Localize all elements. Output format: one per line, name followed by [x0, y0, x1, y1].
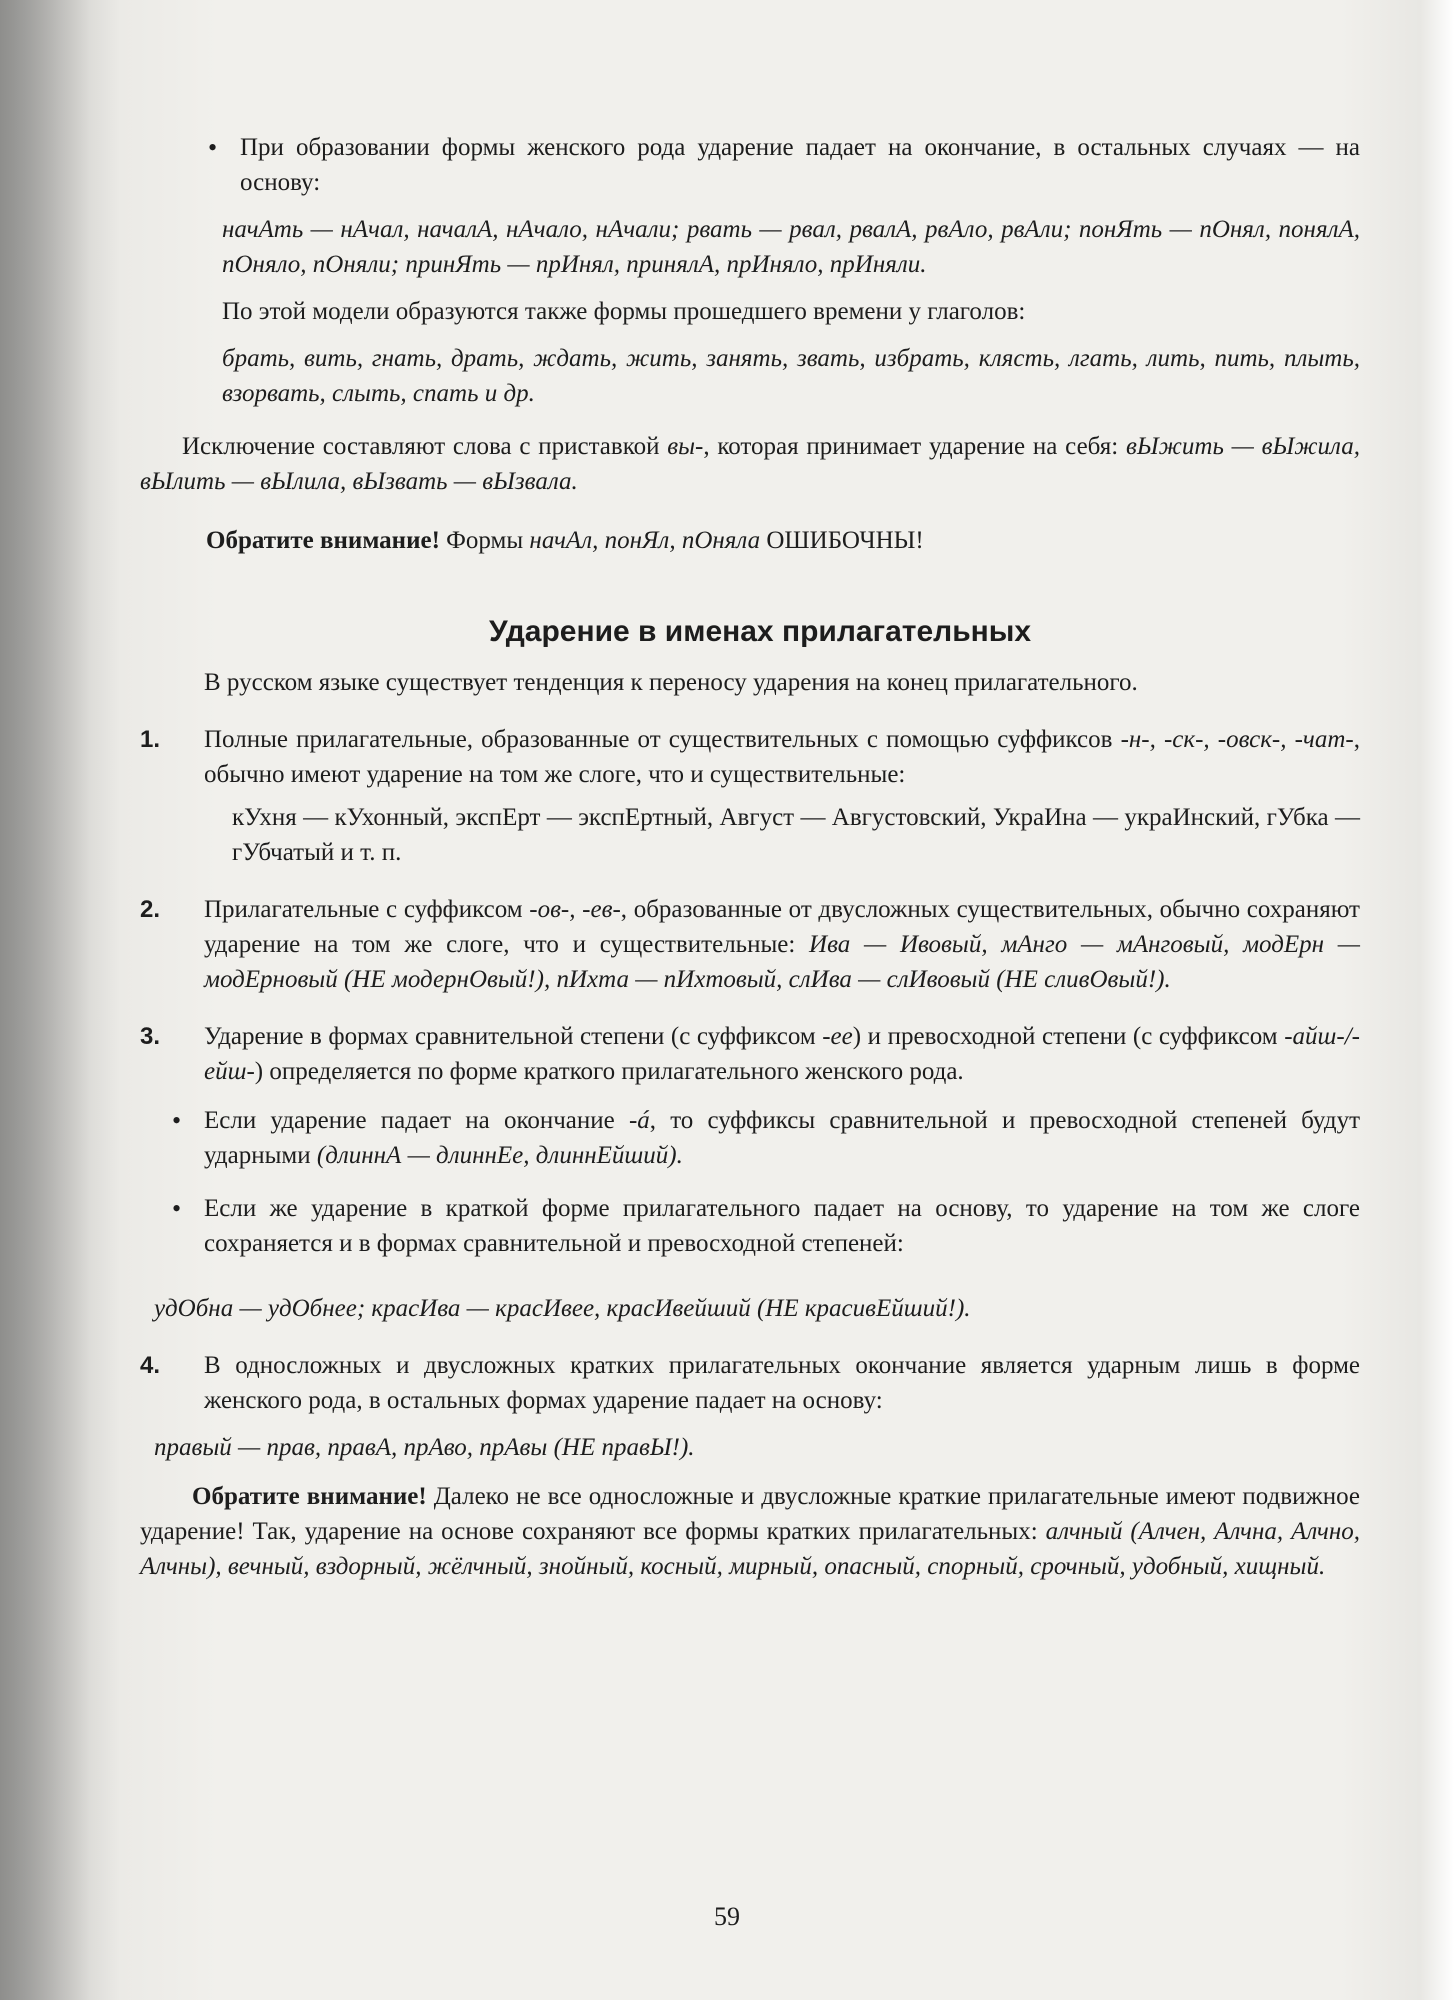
bullet-ending-text-a: Если ударение падает на окончание [204, 1107, 629, 1134]
note-2-examples: алчный (Алчен, Алчна, Алчно, Алчны), вечный, вздорный, жёлчный, знойный, косный, мирный, опасный, спорный, срочный, удобный, хищный. [140, 1518, 1360, 1580]
intro-paragraph [204, 665, 1360, 700]
note-text: Формы [439, 527, 530, 554]
list-number-2: 2. [140, 896, 161, 923]
item-2-examples: Ива — Ивовый, мАнго — мАнговый, модЕрн — модЕрновый (НЕ модернОвый!), пИхта — пИхтовый, слИва — слИвовый (НЕ сливОвый!). [204, 931, 1360, 993]
item-3-suffix-1: -ее [822, 1023, 853, 1050]
section-heading: Ударение в именах прилагательных [488, 615, 1032, 648]
note-end: ОШИБОЧНЫ! [760, 527, 924, 554]
exception-examples: вЫжить — вЫжила, вЫлить — вЫлила, вЫзвать — вЫзвала. [140, 433, 1360, 495]
bullet-ending-stress [158, 1103, 1360, 1173]
note-errors [206, 523, 1360, 558]
exception-prefix: вы- [667, 433, 704, 460]
bullet-feminine-text: При образовании формы женского рода ударение падает на окончание, в остальных случаях — на основу: [240, 134, 1360, 196]
list-item-3 [140, 1019, 1360, 1089]
page-crease-shadow [0, 0, 90, 2000]
bullet-ending-text-b: , то суффиксы сравнительной и превосходной степеней будут ударными [204, 1107, 1361, 1169]
item-1-text [204, 722, 1360, 792]
list-item-1 [140, 722, 1360, 870]
item-1-text-b: , обычно имеют ударение на том же слоге, что и существительные: [204, 726, 1360, 788]
bullet-stem-text: Если же ударение в краткой форме прилагательного падает на основу, то ударение на том же слоге сохраняется и в формах сравнительной и превосходной степеней: [204, 1195, 1360, 1257]
bullet-feminine-rule [194, 130, 1360, 200]
model-paragraph [222, 294, 1360, 329]
list-item-2 [140, 892, 1360, 997]
bullet-ending-examples: (длиннА — длиннЕе, длиннЕйший). [316, 1142, 683, 1169]
item-4-text-a: В односложных и двусложных кратких прилагательных окончание является ударным лишь в форме женского рода, в остальных формах ударение падает на основу: [204, 1352, 1360, 1414]
note-forms: начАл, понЯл, пОняла [529, 527, 761, 554]
item-1-suffixes: -н-, -ск-, -овск-, -чат- [1120, 726, 1354, 753]
list-number-4: 4. [140, 1352, 161, 1379]
item-1-examples [204, 800, 1360, 870]
bullet-ending-suffix: -á [628, 1107, 650, 1134]
exception-paragraph [140, 429, 1360, 499]
model-text: По этой модели образуются также формы прошедшего времени у глаголов: [222, 298, 1026, 325]
verb-list-text: брать, вить, гнать, драть, ждать, жить, занять, звать, избрать, клясть, лгать, лить, пить, плыть, взорвать, слыть, спать и др. [222, 345, 1360, 407]
item-1-text-a: Полные прилагательные, образованные от существительных с помощью суффиксов [204, 726, 1121, 753]
item-3-text-c: ) определяется по форме краткого прилагательного женского рода. [254, 1058, 964, 1085]
stem-stress-examples-text: удОбна — удОбнее; красИва — красИвее, красИвейший (НЕ красивЕйший!). [154, 1295, 971, 1322]
item-2-suffixes: -ов-, -ев- [529, 896, 621, 923]
list-item-4 [140, 1348, 1360, 1418]
item-2-text-b: , образованные от двусложных существительных, обычно сохраняют ударение на том же слоге, что и существительные: [204, 896, 1360, 958]
list-number-3: 3. [140, 1023, 161, 1050]
exception-text: Исключение составляют слова с приставкой [182, 433, 668, 460]
item-4-examples [154, 1430, 1360, 1465]
item-3-text-b: ) и превосходной степени (с суффиксом [852, 1023, 1285, 1050]
page-number: 59 [714, 1902, 740, 1931]
exception-text-2: , которая принимает ударение на себя: [703, 433, 1126, 460]
item-2-text [204, 892, 1360, 997]
note-2-label: Обратите внимание! [192, 1483, 427, 1510]
note-2-text: Далеко не все односложные и двусложные краткие прилагательные имеют подвижное ударение! Так, ударение на основе сохраняют все формы кратких прилагательных: [140, 1483, 1360, 1545]
item-3-suffix-2: -айш-/-ейш- [204, 1023, 1360, 1085]
item-4-examples-text: правый — прав, правА, прАво, прАвы (НЕ правЫ!). [154, 1434, 695, 1461]
intro-text: В русском языке существует тенденция к переносу ударения на конец прилагательного. [204, 669, 1138, 696]
item-3-text [204, 1019, 1360, 1089]
verb-examples-text: начАть — нАчал, началА, нАчало, нАчали; рвать — рвал, рвалА, рвАло, рвАли; понЯть — пОнял, понялА, пОняло, пОняли; принЯть — прИнял, принялА, прИняло, прИняли. [222, 216, 1360, 278]
page-content [140, 130, 1360, 1584]
item-3-text-a: Ударение в формах сравнительной степени (с суффиксом [204, 1023, 823, 1050]
verb-examples [222, 212, 1360, 282]
verb-list [222, 341, 1360, 411]
list-number-1: 1. [140, 726, 161, 753]
item-4-text [204, 1348, 1360, 1418]
item-1-examples-text: кУхня — кУхонный, экспЕрт — экспЕртный, Август — Августовский, УкраИна — украИнский, гУбка — гУбчатый и т. п. [232, 804, 1360, 866]
item-2-text-a: Прилагательные с суффиксом [204, 896, 530, 923]
note-adjectives [140, 1479, 1360, 1584]
note-label: Обратите внимание! [206, 527, 440, 554]
stem-stress-examples [154, 1291, 1360, 1326]
bullet-stem-stress [158, 1191, 1360, 1261]
